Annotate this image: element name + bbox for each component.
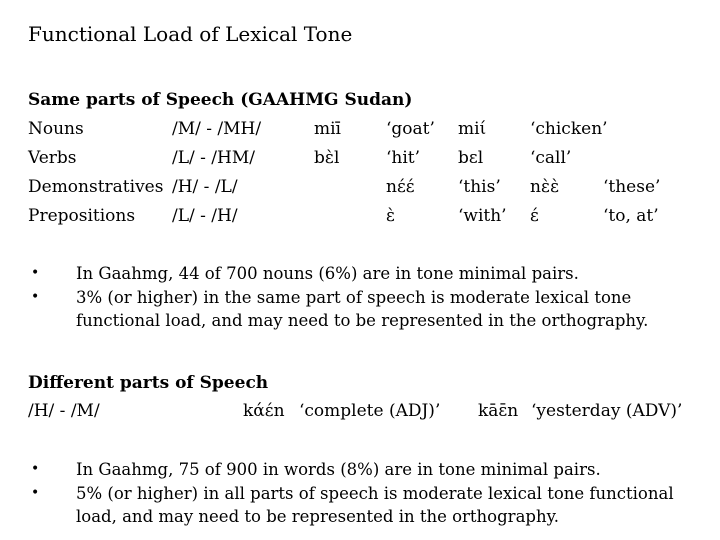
section2-example2-gloss: ‘yesterday (ADV)’ bbox=[531, 401, 683, 421]
section2-heading: Different parts of Speech bbox=[28, 373, 269, 393]
row-nouns-word1: miī bbox=[314, 119, 341, 139]
section2-example2-word: kāɛ̄n bbox=[478, 401, 519, 421]
row-demonstratives-tones: /H/ - /L/ bbox=[172, 177, 238, 197]
section2-tones: /H/ - /M/ bbox=[28, 401, 100, 421]
row-prepositions-gloss1: ‘with’ bbox=[458, 206, 507, 226]
bullet-marker: • bbox=[31, 461, 40, 477]
row-prepositions-word2: έ bbox=[530, 206, 539, 226]
row-nouns-tones: /M/ - /MH/ bbox=[172, 119, 262, 139]
section2-bullet-2: 5% (or higher) in all parts of speech is moderate lexical tone functional load, and may need to be represented in the orthography. bbox=[76, 484, 674, 526]
section1-bullet-2: 3% (or higher) in the same part of speech is moderate lexical tone functional load, and may need to be represented in the orthography. bbox=[76, 288, 649, 330]
row-verbs-word1: bὲl bbox=[314, 148, 340, 168]
row-verbs-gloss1: ‘hit’ bbox=[386, 148, 421, 168]
section1-bullet-1: In Gaahmg, 44 of 700 nouns (6%) are in tone minimal pairs. bbox=[76, 264, 579, 283]
section1-heading: Same parts of Speech (GAAHMG Sudan) bbox=[28, 90, 413, 110]
row-verbs-tones: /L/ - /HM/ bbox=[172, 148, 255, 168]
row-prepositions-tones: /L/ - /H/ bbox=[172, 206, 238, 226]
row-demonstratives-gloss1: ‘this’ bbox=[458, 177, 501, 197]
row-prepositions-word1: ὲ bbox=[386, 206, 396, 226]
row-nouns-gloss1: ‘goat’ bbox=[386, 119, 435, 139]
row-prepositions-gloss2: ‘to, at’ bbox=[603, 206, 659, 226]
row-demonstratives-pos: Demonstratives bbox=[28, 177, 164, 197]
row-prepositions-pos: Prepositions bbox=[28, 206, 136, 226]
section2-bullet-1: In Gaahmg, 75 of 900 in words (8%) are in tone minimal pairs. bbox=[76, 460, 601, 479]
row-verbs-word2: bɛl bbox=[458, 148, 484, 168]
row-demonstratives-word2: nὲὲ bbox=[530, 177, 560, 197]
row-nouns-pos: Nouns bbox=[28, 119, 84, 139]
section2-example1-gloss: ‘complete (ADJ)’ bbox=[299, 401, 441, 421]
row-verbs-pos: Verbs bbox=[28, 148, 77, 168]
bullet-marker: • bbox=[31, 485, 40, 501]
section2-example1-word: kάέn bbox=[243, 401, 285, 421]
row-verbs-gloss2: ‘call’ bbox=[530, 148, 572, 168]
row-nouns-gloss2: ‘chicken’ bbox=[530, 119, 608, 139]
row-demonstratives-gloss2: ‘these’ bbox=[603, 177, 661, 197]
row-nouns-word2: miί bbox=[458, 119, 487, 139]
row-demonstratives-word1: nέέ bbox=[386, 177, 415, 197]
bullet-marker: • bbox=[31, 265, 40, 281]
page-title: Functional Load of Lexical Tone bbox=[28, 22, 353, 46]
bullet-marker: • bbox=[31, 289, 40, 305]
